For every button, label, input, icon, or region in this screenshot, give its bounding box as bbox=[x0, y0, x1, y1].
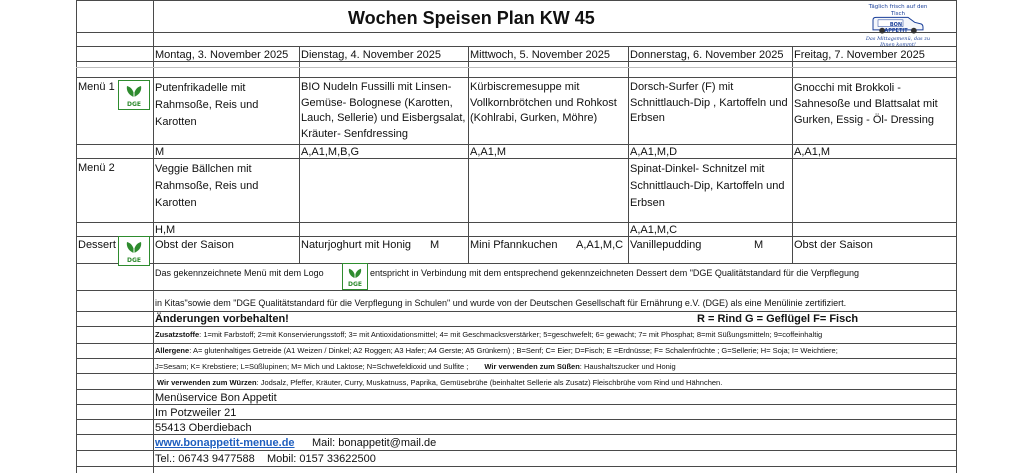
dge-note-part2: entspricht in Verbindung mit dem entsprechend gekennzeichneten Dessert dem "DGE Qualitätstandard für die Verpflegung bbox=[370, 268, 859, 278]
dge-logo-text: DGE bbox=[126, 257, 141, 264]
brand-slogan: Das Mittagsmenü, das zu Ihnen kommt! bbox=[865, 36, 931, 48]
menu1-codes-wednesday: A,A1,M bbox=[470, 146, 507, 158]
dge-note-line2: in Kitas"sowie dem "DGE Qualitätstandard für die Verpflegung in Schulen" und wurde von der Deutschen Gesellschaft für Ernährung e.V. (DGE) als eine Menülinie zertifiziert. bbox=[155, 298, 847, 308]
bon-appetit-logo bbox=[862, 4, 934, 48]
page-title: Wochen Speisen Plan KW 45 bbox=[348, 8, 595, 28]
menu1-codes-friday: A,A1,M bbox=[794, 146, 831, 158]
contact-tel: Tel.: 06743 9477588 bbox=[155, 453, 255, 465]
dessert-thursday: Vanillepudding bbox=[630, 239, 702, 251]
dge-leaf-icon bbox=[125, 240, 143, 254]
dessert-monday: Obst der Saison bbox=[155, 239, 234, 251]
dessert-codes-tuesday: M bbox=[430, 239, 440, 251]
menu1-dish-monday: Putenfrikadelle mit Rahmsoße, Reis und Karotten bbox=[155, 82, 259, 128]
menu2-codes-monday: H,M bbox=[155, 224, 176, 236]
dessert-friday: Obst der Saison bbox=[794, 239, 873, 251]
contact-street: Im Potzweiler 21 bbox=[155, 407, 237, 419]
changes-notice: Änderungen vorbehalten! bbox=[155, 313, 289, 325]
dge-note-part1: Das gekennzeichnete Menü mit dem Logo bbox=[155, 268, 324, 278]
brand-top-text: Täglich frisch auf den Tisch bbox=[868, 4, 928, 17]
day-header-thursday: Donnerstag, 6. November 2025 bbox=[630, 49, 784, 61]
dge-logo-menu1 bbox=[118, 80, 150, 110]
spices-line bbox=[157, 378, 722, 388]
dessert-codes-wednesday: A,A1,M,C bbox=[576, 239, 624, 251]
menu1-label: Menü 1 bbox=[78, 81, 115, 93]
additives-label: Zusatzstoffe bbox=[155, 330, 200, 339]
sweet-label: Wir verwenden zum Süßen bbox=[484, 362, 580, 371]
menu1-codes-monday: M bbox=[155, 146, 165, 158]
dge-logo-text: DGE bbox=[126, 101, 141, 108]
menu1-dish-thursday: Dorsch-Surfer (F) mit Schnittlauch-Dip , Kartoffeln und Erbsen bbox=[630, 81, 788, 124]
additives-text: : 1=mit Farbstoff; 2=mit Konservierungsstoff; 3= mit Antioxidationsmittel; 4= mit Geschmacksverstärker; 5=geschwefelt; 6= gewacht; 7= mit Phosphat; 8=mit Süßungsmitteln; 9=coffeinhaltig bbox=[199, 330, 823, 339]
menu2-dish-thursday: Spinat-Dinkel- Schnitzel mit Schnittlauch-Dip, Kartoffeln und Erbsen bbox=[630, 163, 785, 209]
day-header-friday: Freitag, 7. November 2025 bbox=[794, 49, 925, 61]
contact-company: Menüservice Bon Appetit bbox=[155, 392, 277, 404]
day-header-wednesday: Mittwoch, 5. November 2025 bbox=[470, 49, 611, 61]
dge-leaf-icon bbox=[347, 267, 363, 279]
dessert-tuesday: Naturjoghurt mit Honig bbox=[301, 239, 412, 251]
menu1-dish-friday: Gnocchi mit Brokkoli - Sahnesoße und Blattsalat mit Gurken, Essig - Öl- Dressing bbox=[794, 82, 938, 126]
contact-mail[interactable]: Mail: bonappetit@mail.de bbox=[312, 437, 437, 449]
dge-logo-text: DGE bbox=[347, 281, 362, 288]
day-header-monday: Montag, 3. November 2025 bbox=[155, 49, 289, 61]
contact-mobil: Mobil: 0157 33622500 bbox=[267, 453, 376, 465]
additives-line bbox=[155, 330, 822, 340]
dessert-codes-thursday: M bbox=[754, 239, 764, 251]
allergens-line bbox=[155, 346, 838, 356]
menu-plan-sheet bbox=[76, 0, 956, 473]
sweet-text: : Haushaltszucker und Honig bbox=[579, 362, 676, 371]
spices-label: Wir verwenden zum Würzen bbox=[157, 378, 257, 387]
allergens-line2 bbox=[155, 362, 676, 372]
allergens-text2: J=Sesam; K= Krebstiere; L=Süßlupinen; M= Mich und Laktose; N=Schwefeldioxid und Sulfite ; bbox=[155, 362, 469, 371]
menu2-label: Menü 2 bbox=[78, 162, 115, 174]
brand-name: BON APPETIT bbox=[884, 22, 908, 34]
contact-website-link[interactable]: www.bonappetit-menue.de bbox=[155, 437, 295, 449]
dge-logo-dessert bbox=[118, 236, 150, 266]
menu2-dish-monday: Veggie Bällchen mit Rahmsoße, Reis und Karotten bbox=[155, 163, 259, 209]
allergens-label: Allergene bbox=[155, 346, 190, 355]
menu1-dish-tuesday: BIO Nudeln Fussilli mit Linsen-Gemüse- Bolognese (Karotten, Lauch, Sellerie) und Eisbergsalat, Kräuter- Senfdressing bbox=[301, 81, 466, 140]
menu2-codes-thursday: A,A1,M,C bbox=[630, 224, 678, 236]
menu1-codes-thursday: A,A1,M,D bbox=[630, 146, 678, 158]
dge-logo-note bbox=[342, 263, 368, 290]
dge-leaf-icon bbox=[125, 84, 143, 98]
meat-legend: R = Rind G = Geflügel F= Fisch bbox=[697, 313, 859, 325]
dessert-label: Dessert bbox=[78, 239, 116, 251]
spices-text: : Jodsalz, Pfeffer, Kräuter, Curry, Muskatnuss, Paprika, Gemüsebrühe (beinhaltet Sellerie als Zusatz) Fleischbrühe vom Rind und Hähnchen. bbox=[256, 378, 723, 387]
contact-city: 55413 Oberdiebach bbox=[155, 422, 252, 434]
menu1-dish-wednesday: Kürbiscremesuppe mit Vollkornbrötchen und Rohkost (Kohlrabi, Gurken, Möhre) bbox=[470, 81, 617, 124]
allergens-text1: : A= glutenhaltiges Getreide (A1 Weizen / Dinkel; A2 Roggen; A3 Hafer; A4 Gerste; A5 Grünkern) ; B=Senf; C= Eier; D=Fisch; E =Erdnüsse; F= Schalenfrüchte ; G=Sellerie; H= Soja; I= Weichtiere; bbox=[189, 346, 838, 355]
menu1-codes-tuesday: A,A1,M,B,G bbox=[301, 146, 360, 158]
dessert-wednesday: Mini Pfannkuchen bbox=[470, 239, 558, 251]
day-header-tuesday: Dienstag, 4. November 2025 bbox=[301, 49, 442, 61]
